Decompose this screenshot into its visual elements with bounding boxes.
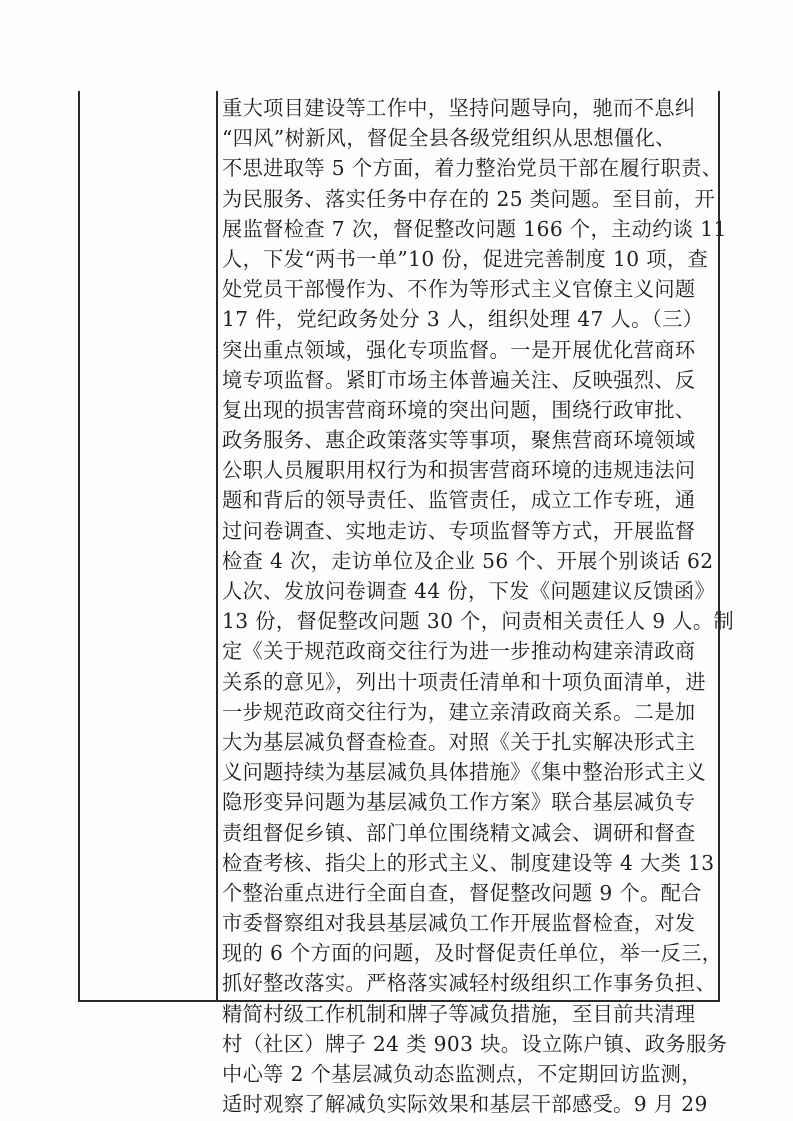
paragraph-line: 隐形变异问题为基层减负工作方案》联合基层减负专 bbox=[222, 790, 696, 815]
paragraph-line: 关系的意见》，列出十项责任清单和十项负面清单，进 bbox=[222, 669, 707, 694]
paragraph-line: 展监督检查 7 次，督促整改问题 166 个，主动约谈 11 bbox=[222, 216, 727, 241]
paragraph-line: 义问题持续为基层减负具体措施》《集中整治形式主义 bbox=[222, 760, 707, 785]
paragraph-line: 责组督促乡镇、部门单位围绕精文减会、调研和督查 bbox=[222, 820, 696, 845]
paragraph-line: 检查 4 次，走访单位及企业 56 个、开展个别谈话 62 bbox=[222, 548, 714, 573]
paragraph-line: 一步规范政商交往行为，建立亲清政商关系。二是加 bbox=[222, 699, 696, 724]
paragraph-line: 境专项监督。紧盯市场主体普遍关注、反映强烈、反 bbox=[222, 367, 696, 392]
paragraph-line: 村（社区）牌子 24 类 903 块。设立陈户镇、政务服务 bbox=[222, 1031, 728, 1056]
paragraph-line: 不思进取等 5 个方面，着力整治党员干部在履行职责、 bbox=[222, 156, 723, 181]
column-divider bbox=[216, 91, 218, 1002]
paragraph-line: 公职人员履职用权行为和损害营商环境的违规违法问 bbox=[222, 458, 696, 483]
paragraph-line: 定《关于规范政商交往行为进一步推动构建亲清政商 bbox=[222, 639, 696, 664]
paragraph-line: 人次、发放问卷调查 44 份，下发《问题建议反馈函》 bbox=[222, 579, 716, 603]
paragraph-line: 抓好整改落实。严格落实减轻村级组织工作事务负担、 bbox=[222, 971, 717, 996]
paragraph-line: 政务服务、惠企政策落实等事项，聚焦营商环境领域 bbox=[222, 428, 696, 453]
content-cell bbox=[222, 93, 735, 1117]
paragraph-line: 题和背后的领导责任、监管责任，成立工作专班，通 bbox=[222, 488, 696, 513]
paragraph-line: 适时观察了解减负实际效果和基层干部感受。9 月 29 bbox=[222, 1092, 708, 1117]
paragraph-line: 市委督察组对我县基层减负工作开展监督检查，对发 bbox=[222, 911, 696, 936]
paragraph-line: 13 份，督促整改问题 30 个，问责相关责任人 9 人。制 bbox=[222, 609, 735, 634]
paragraph-line: 过问卷调查、实地走访、专项监督等方式，开展监督 bbox=[222, 518, 696, 543]
paragraph-line: 突出重点领域，强化专项监督。一是开展优化营商环 bbox=[222, 337, 696, 362]
paragraph-line: 人，下发“两书一单”10 份，促进完善制度 10 项，查 bbox=[222, 246, 709, 271]
paragraph-line: 17 件，党纪政务处分 3 人，组织处理 47 人。（三） bbox=[222, 307, 704, 332]
paragraph-line: 复出现的损害营商环境的突出问题，围绕行政审批、 bbox=[222, 397, 696, 422]
paragraph-line: 为民服务、落实任务中存在的 25 类问题。至目前，开 bbox=[222, 186, 716, 211]
left-label-cell bbox=[80, 91, 216, 1000]
paragraph-line: 个整治重点进行全面自查，督促整改问题 9 个。配合 bbox=[222, 880, 702, 905]
paragraph-line: 处党员干部慢作为、不作为等形式主义官僚主义问题 bbox=[222, 277, 696, 302]
paragraph-line: “四风”树新风，督促全县各级党组织从思想僵化、 bbox=[222, 126, 676, 151]
paragraph-line: 检查考核、指尖上的形式主义、制度建设等 4 大类 13 bbox=[222, 850, 715, 875]
paragraph-line: 重大项目建设等工作中，坚持问题导向，驰而不息纠 bbox=[222, 96, 696, 120]
paragraph-line: 现的 6 个方面的问题，及时督促责任单位，举一反三， bbox=[222, 941, 723, 966]
paragraph-line: 中心等 2 个基层减负动态监测点，不定期回访监测， bbox=[222, 1062, 702, 1086]
paragraph-line: 大为基层减负督查检查。对照《关于扎实解决形式主 bbox=[222, 729, 696, 754]
paragraph-line: 精简村级工作机制和牌子等减负措施，至目前共清理 bbox=[222, 1001, 696, 1026]
